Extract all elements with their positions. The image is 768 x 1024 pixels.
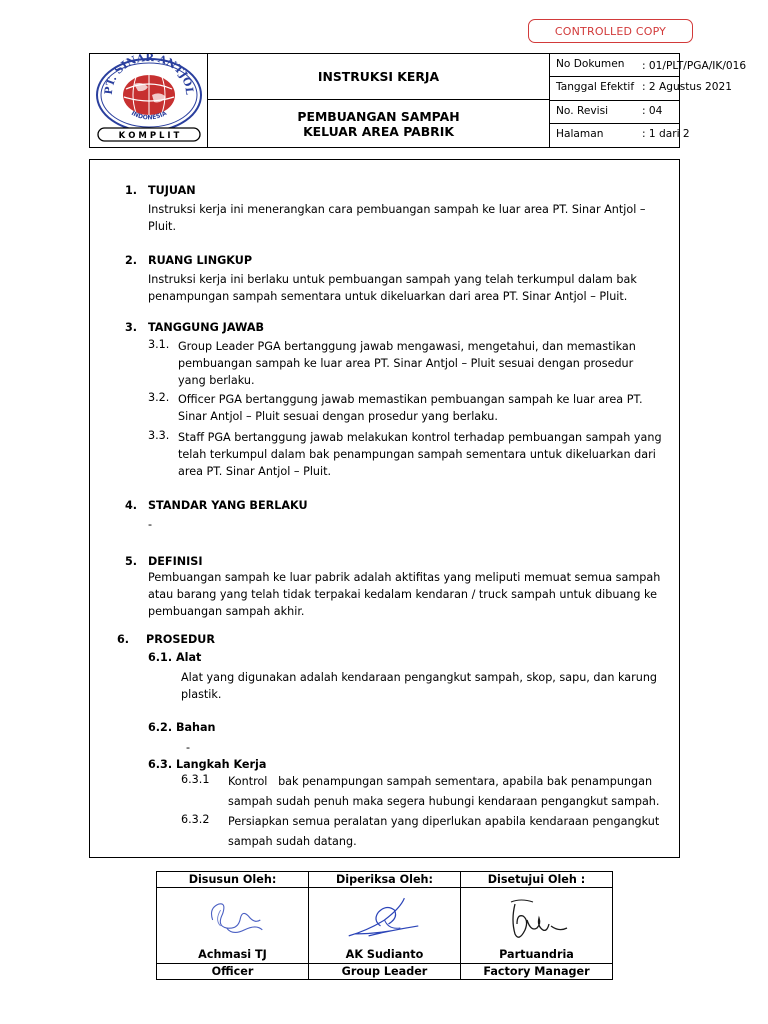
document-subject-title	[208, 100, 549, 147]
signature-head: Disetujui Oleh :	[461, 872, 612, 888]
section-2-number: 2.	[125, 254, 138, 267]
section-5-number: 5.	[125, 555, 138, 568]
document-header	[89, 53, 747, 148]
signature-col-diperiksa	[309, 872, 461, 979]
text-line: yang berlaku.	[178, 374, 255, 387]
subject-line-2: KELUAR AREA PABRIK	[303, 123, 454, 139]
text-line: Pluit.	[148, 220, 176, 233]
meta-label: Halaman	[556, 127, 604, 140]
text-line: sampah sudah datang.	[228, 835, 357, 848]
signer-role: Officer	[157, 963, 308, 979]
globe-icon	[123, 75, 175, 115]
signer-role: Group Leader	[309, 963, 460, 979]
text-line: sampah sudah penuh maka segera hubungi kendaraan pengangkut sampah.	[228, 795, 660, 808]
signer-name: Achmasi TJ	[198, 948, 267, 961]
item-3-2-body	[178, 391, 668, 425]
signature-image	[309, 890, 460, 946]
title-cell	[208, 54, 550, 147]
text-line: Group Leader PGA bertanggung jawab mengawasi, mengetahui, dan memastikan	[178, 340, 636, 353]
logo-arc-text: PT. SINAR ANTJOL	[102, 54, 196, 96]
text-line: area PT. Sinar Antjol – Pluit.	[178, 465, 332, 478]
text-line: atau barang yang telah tidak terpakai kedalam kendaran / truck sampah untuk dibuang ke	[148, 588, 658, 601]
signature-col-disetujui	[461, 872, 612, 979]
text-line: Alat yang digunakan adalah kendaraan pengangkut sampah, skop, sapu, dan karung	[181, 671, 658, 684]
text-line: Staff PGA bertanggung jawab melakukan kontrol terhadap pembuangan sampah yang	[178, 431, 662, 444]
signer-name: Partuandria	[499, 948, 574, 961]
meta-row-tanggal	[550, 77, 732, 100]
item-3-2-number: 3.2.	[148, 391, 170, 404]
subsection-6-1-body	[181, 669, 668, 703]
section-3-number: 3.	[125, 321, 138, 334]
subsection-6-3-title: 6.3. Langkah Kerja	[148, 758, 267, 771]
signature-col-disusun	[157, 872, 309, 979]
text-line: pembuangan sampah ke luar area PT. Sinar Antjol – Pluit sesuai dengan prosedur	[178, 357, 634, 370]
meta-value: : 2 Agustus 2021	[642, 81, 732, 94]
section-1-number: 1.	[125, 184, 138, 197]
item-3-1-body	[178, 338, 668, 389]
meta-value: : 01/PLT/PGA/IK/016	[642, 60, 747, 72]
section-5-title: DEFINISI	[148, 555, 203, 568]
text-line: Persiapkan semua peralatan yang diperlukan apabila kendaraan pengangkut	[228, 815, 660, 828]
text-line: Sinar Antjol – Pluit sesuai dengan prosedur yang berlaku.	[178, 410, 498, 423]
document-type-title: INSTRUKSI KERJA	[208, 54, 549, 100]
meta-value: : 1 dari 2	[642, 127, 690, 140]
text-line: Pembuangan sampah ke luar pabrik adalah aktifitas yang meliputi memuat semua sampah	[148, 571, 661, 584]
signature-image	[157, 890, 308, 946]
logo-banner-text: K O M P L I T	[118, 131, 180, 141]
step-6-3-2-number: 6.3.2	[181, 813, 210, 826]
company-logo	[90, 54, 208, 147]
step-6-3-1-body	[228, 772, 679, 812]
section-3-title: TANGGUNG JAWAB	[148, 321, 265, 334]
company-logo-cell	[90, 54, 208, 147]
meta-value: : 04	[642, 104, 663, 117]
meta-row-revisi	[550, 101, 679, 124]
subsection-6-2-title: 6.2. Bahan	[148, 721, 216, 734]
meta-label: No. Revisi	[556, 104, 609, 117]
subject-line-1: PEMBUANGAN SAMPAH	[297, 108, 460, 124]
section-2-title: RUANG LINGKUP	[148, 254, 253, 267]
meta-label: No Dokumen	[556, 58, 625, 70]
item-3-3-body	[178, 429, 668, 480]
step-6-3-2-body	[228, 812, 679, 852]
text-line: telah terkumpul dalam bak penampungan sampah sementara untuk dikeluarkan dari	[178, 448, 656, 461]
item-3-3-number: 3.3.	[148, 429, 170, 442]
section-4-title: STANDAR YANG BERLAKU	[148, 499, 308, 512]
signer-name: AK Sudianto	[345, 948, 424, 961]
meta-row-no-dokumen	[550, 54, 747, 77]
signature-table	[156, 871, 613, 980]
signature-image	[461, 890, 612, 946]
section-6-title: PROSEDUR	[146, 633, 216, 646]
signer-role: Factory Manager	[461, 963, 612, 979]
text-line: Instruksi kerja ini berlaku untuk pembuangan sampah yang telah terkumpul dalam bak	[148, 273, 637, 286]
step-6-3-1-number: 6.3.1	[181, 773, 210, 786]
subsection-6-1-title: 6.1. Alat	[148, 651, 202, 664]
logo-country-text: INDONESIA	[130, 109, 168, 122]
document-body	[89, 159, 680, 858]
section-1-title: TUJUAN	[148, 184, 196, 197]
text-line: Kontrol bak penampungan sampah sementara, apabila bak penampungan	[228, 775, 653, 788]
signature-head: Diperiksa Oleh:	[309, 872, 460, 888]
text-line: plastik.	[181, 688, 222, 701]
document-meta	[550, 54, 747, 147]
section-4-number: 4.	[125, 499, 138, 512]
controlled-copy-stamp: CONTROLLED COPY	[528, 19, 693, 43]
meta-row-halaman	[550, 124, 690, 147]
text-line: Officer PGA bertanggung jawab memastikan pembuangan sampah ke luar area PT.	[178, 393, 643, 406]
signature-head: Disusun Oleh:	[157, 872, 308, 888]
section-6-number: 6.	[117, 633, 130, 646]
meta-label: Tanggal Efektif	[556, 81, 635, 94]
text-line: pembuangan sampah akhir.	[148, 605, 305, 618]
subsection-6-2-body: -	[186, 741, 191, 754]
section-4-body: -	[148, 518, 153, 531]
item-3-1-number: 3.1.	[148, 338, 170, 351]
section-5-body	[148, 569, 668, 620]
text-line: penampungan sampah sementara untuk dikeluarkan dari area PT. Sinar Antjol – Pluit.	[148, 290, 628, 303]
text-line: Instruksi kerja ini menerangkan cara pembuangan sampah ke luar area PT. Sinar Antjol –	[148, 203, 646, 216]
section-2-body	[148, 271, 668, 305]
section-1-body	[148, 201, 668, 235]
